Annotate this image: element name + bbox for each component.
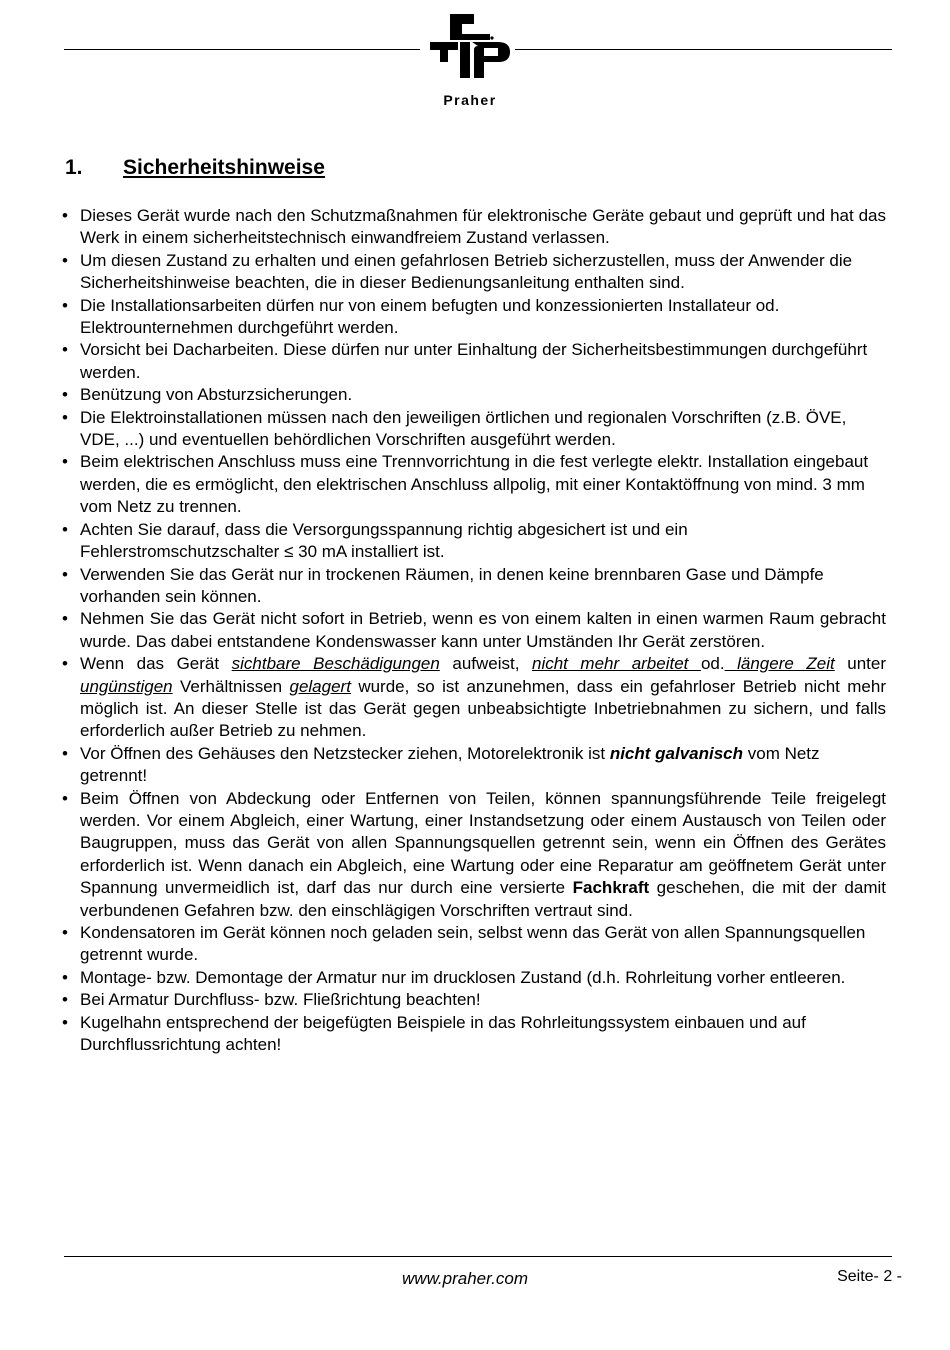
brand-name: Praher — [443, 92, 497, 108]
bullet-icon: • — [62, 990, 68, 1010]
bullet-icon: • — [62, 609, 68, 629]
list-item — [62, 743, 886, 788]
list-item-text: Die Elektroinstallationen müssen nach den jeweiligen örtlichen und regionalen Vorschriften (z.B. ÖVE, VDE, ...) und eventuellen behördlichen Vorschriften ausgeführt werden. — [80, 407, 847, 450]
emphasis-text: sichtbare Beschädigungen — [231, 654, 440, 674]
list-item — [62, 451, 886, 518]
footer-rule — [64, 1256, 892, 1257]
safety-list — [62, 205, 886, 1056]
text-run: aufweist, — [439, 654, 532, 674]
list-item-text: Beim elektrischen Anschluss muss eine Trennvorrichtung in die fest verlegte elektr. Installation eingebaut werden, die es ermöglicht, den elektrischen Anschluss allpolig, mit einer Kontaktöffnung von mind. 3 mm vom Netz zu trennen. — [80, 452, 869, 517]
emphasis-text: Fachkraft — [572, 878, 650, 898]
list-item-text: Kondensatoren im Gerät können noch geladen sein, selbst wenn das Gerät von allen Spannungsquellen getrennt wurde. — [80, 923, 866, 965]
list-item — [62, 384, 886, 406]
bullet-icon: • — [62, 564, 68, 584]
emphasis-text: längere Zeit — [724, 654, 835, 674]
list-item-text: Benützung von Absturzsicherungen. — [80, 385, 353, 405]
bullet-icon: • — [62, 654, 68, 674]
list-item-text: Die Installationsarbeiten dürfen nur von einem befugten und konzessionierten Installateur od. Elektrounternehmen durchgeführt werden. — [80, 295, 780, 338]
list-item — [62, 788, 886, 922]
list-item-text: Achten Sie darauf, dass die Versorgungsspannung richtig abgesichert ist und ein Fehlerstromschutzschalter ≤ 30 mA installiert ist. — [80, 519, 688, 562]
list-item — [62, 519, 886, 564]
text-run: geschehen, die mit der damit verbundenen Gefahren bzw. den einschlägigen Vorschriften vertraut sind. — [80, 878, 886, 920]
section-title: Sicherheitshinweise — [123, 156, 325, 179]
bullet-icon: • — [62, 340, 68, 360]
bullet-icon: • — [62, 1012, 68, 1032]
list-item — [62, 989, 886, 1011]
text-run: od. — [700, 654, 725, 674]
bullet-icon: • — [62, 250, 68, 270]
list-item — [62, 205, 886, 250]
bullet-icon: • — [62, 743, 68, 763]
list-item — [62, 407, 886, 452]
list-item — [62, 339, 886, 384]
list-item-text: Verwenden Sie das Gerät nur in trockenen Räumen, in denen keine brennbaren Gase und Dämpfe vorhanden sein können. — [80, 564, 824, 606]
list-item — [62, 967, 886, 989]
bullet-icon: • — [62, 385, 68, 405]
list-item — [62, 1012, 886, 1057]
text-run: wurde, so ist anzunehmen, dass ein gefahrloser Betrieb nicht mehr möglich ist. An dieser Stelle ist das Gerät gegen unbeabsichtigte Inbetriebnahmen zu sichern, und falls erforderlich außer Betrieb zu nehmen. — [80, 676, 886, 741]
list-item-text — [80, 744, 820, 785]
list-item-text: Bei Armatur Durchfluss- bzw. Fließrichtung beachten! — [80, 990, 481, 1010]
list-item — [62, 922, 886, 967]
praher-logo-icon — [428, 10, 512, 80]
list-item-text: Kugelhahn entsprechend der beigefügten Beispiele in das Rohrleitungssystem einbauen und auf Durchflussrichtung achten! — [80, 1012, 806, 1055]
emphasis-text: nicht mehr arbeitet — [531, 654, 701, 674]
list-item-text — [80, 654, 886, 740]
list-item — [62, 250, 886, 295]
bullet-icon: • — [62, 923, 68, 942]
bullet-icon: • — [62, 452, 68, 472]
text-run: Verhältnissen — [172, 676, 290, 696]
list-item — [62, 608, 886, 653]
text-run: Wenn das Gerät — [80, 654, 232, 674]
emphasis-text: gelagert — [289, 676, 351, 696]
list-item — [62, 295, 886, 340]
text-run: vom Netz getrennt! — [80, 743, 820, 786]
header-rule-left — [64, 49, 420, 50]
footer-page-number: Seite- 2 - — [837, 1268, 902, 1285]
text-run: Beim Öffnen von Abdeckung oder Entfernen von Teilen, können spannungsführende Teile freigelegt werden. Vor einem Abgleich, einer Wartung, einer Instandsetzung oder einem Austausch von Teilen oder Baugruppen, muss das Gerät von allen Spannungsquellen getrennt sein, wenn ein Öffnen des Gerätes erforderlich ist. Wenn danach ein Abgleich, eine Wartung oder eine Reparatur am geöffnetem Gerät unter Spannung unvermeidlich ist, darf das nur durch eine versierte — [80, 788, 886, 898]
list-item-text: Montage- bzw. Demontage der Armatur nur im drucklosen Zustand (d.h. Rohrleitung vorher entleeren. — [80, 967, 846, 987]
bullet-icon: • — [62, 519, 68, 539]
bullet-icon: • — [62, 407, 68, 427]
list-item — [62, 564, 886, 609]
list-item-text: Nehmen Sie das Gerät nicht sofort in Betrieb, wenn es von einem kalten in einen warmen Raum gebracht wurde. Das dabei entstandene Kondenswasser kann unter Umständen Ihr Gerät zerstören. — [80, 609, 886, 651]
text-run: Vor Öffnen des Gehäuses den Netzstecker ziehen, Motorelektronik ist — [80, 743, 610, 763]
bullet-icon: • — [62, 295, 68, 315]
list-item-text: Dieses Gerät wurde nach den Schutzmaßnahmen für elektronische Geräte gebaut und geprüft und hat das Werk in einem sicherheitstechnisch einwandfreiem Zustand verlassen. — [80, 206, 886, 248]
section-heading — [65, 156, 325, 180]
footer-url: www.praher.com — [402, 1269, 528, 1288]
section-number: 1. — [65, 156, 83, 179]
bullet-icon: • — [62, 206, 68, 225]
list-item — [62, 653, 886, 743]
list-item-text: Um diesen Zustand zu erhalten und einen gefahrlosen Betrieb sicherzustellen, muss der Anwender die Sicherheitshinweise beachten, die in dieser Bedienungsanleitung enthalten sind. — [80, 250, 853, 293]
bullet-icon: • — [62, 788, 68, 808]
bullet-icon: • — [62, 967, 68, 987]
text-run: unter — [834, 654, 886, 674]
emphasis-text: ungünstigen — [80, 676, 173, 696]
list-item-text: Vorsicht bei Dacharbeiten. Diese dürfen nur unter Einhaltung der Sicherheitsbestimmungen durchgeführt werden. — [80, 340, 868, 382]
header-rule-right — [515, 49, 892, 50]
list-item-text — [80, 789, 886, 920]
emphasis-text: nicht galvanisch — [609, 743, 744, 763]
